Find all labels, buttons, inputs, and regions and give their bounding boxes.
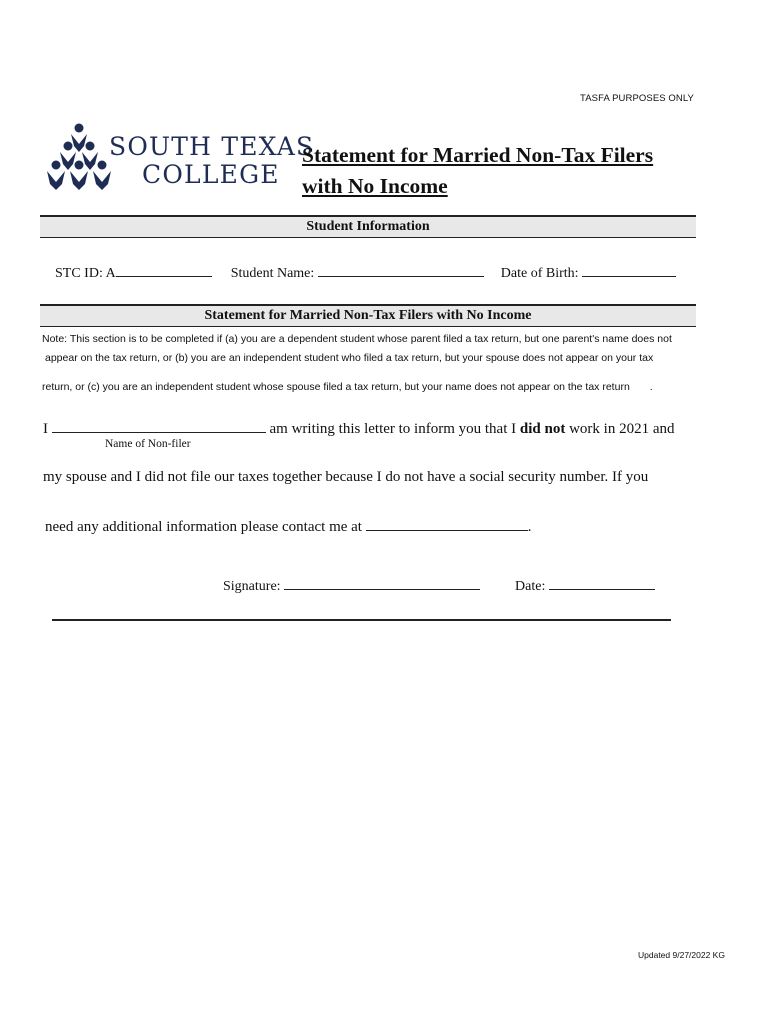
statement-did-not: did not	[519, 421, 566, 437]
page-title	[302, 140, 712, 202]
purpose-note: TASFA PURPOSES ONLY	[580, 93, 694, 104]
date-field[interactable]	[549, 575, 655, 590]
note-line-3-text: return, or (c) you are an independent student whose spouse filed a tax return, but your name does not appear on the tax return	[42, 381, 630, 393]
non-filer-name-field[interactable]	[52, 418, 266, 433]
note-line-3	[42, 381, 702, 393]
statement-heading: Statement for Married Non-Tax Filers with No Income	[40, 304, 696, 327]
statement-line-1-middle: am writing this letter to inform you that I	[269, 421, 517, 437]
stc-id-field[interactable]	[116, 262, 212, 277]
student-name-label: Student Name:	[230, 266, 315, 281]
logo-text-south-texas: SOUTH TEXAS	[109, 132, 315, 161]
statement-line-3-prefix: need any additional information please contact me at	[45, 519, 362, 535]
signature-field[interactable]	[284, 575, 480, 590]
signature-label: Signature:	[223, 579, 281, 594]
date-of-birth-label: Date of Birth:	[500, 266, 579, 281]
statement-line-3-suffix: .	[527, 519, 532, 535]
signature-row	[223, 575, 655, 595]
statement-line-1-suffix: work in 2021 and	[569, 421, 675, 437]
title-line-1: Statement for Married Non-Tax Filers	[302, 143, 654, 167]
note-line-2: appear on the tax return, or (b) you are an independent student who filed a tax return, but your spouse does not appear on your tax	[45, 352, 654, 364]
student-info-row	[55, 262, 705, 282]
updated-footer: Updated 9/27/2022 KG	[638, 950, 725, 960]
contact-field[interactable]	[366, 516, 528, 531]
note-end-period: .	[649, 381, 653, 393]
statement-line-1-prefix: I	[43, 421, 48, 437]
date-label: Date:	[515, 579, 546, 594]
name-of-non-filer-caption: Name of Non-filer	[105, 438, 191, 450]
student-information-heading: Student Information	[40, 215, 696, 238]
stc-id-label: STC ID: A	[55, 266, 116, 281]
statement-line-1	[43, 418, 674, 438]
date-of-birth-field[interactable]	[582, 262, 676, 277]
note-line-1: Note: This section is to be completed if (a) you are a dependent student whose parent filed a tax return, but one parent's name does not	[42, 333, 672, 345]
logo-text-college: COLLEGE	[142, 160, 280, 189]
title-line-2: with No Income	[302, 174, 448, 198]
student-name-field[interactable]	[318, 262, 484, 277]
statement-line-3	[45, 516, 531, 536]
bottom-divider	[52, 619, 671, 621]
statement-line-2: my spouse and I did not file our taxes together because I do not have a social security number. If you	[43, 469, 649, 485]
